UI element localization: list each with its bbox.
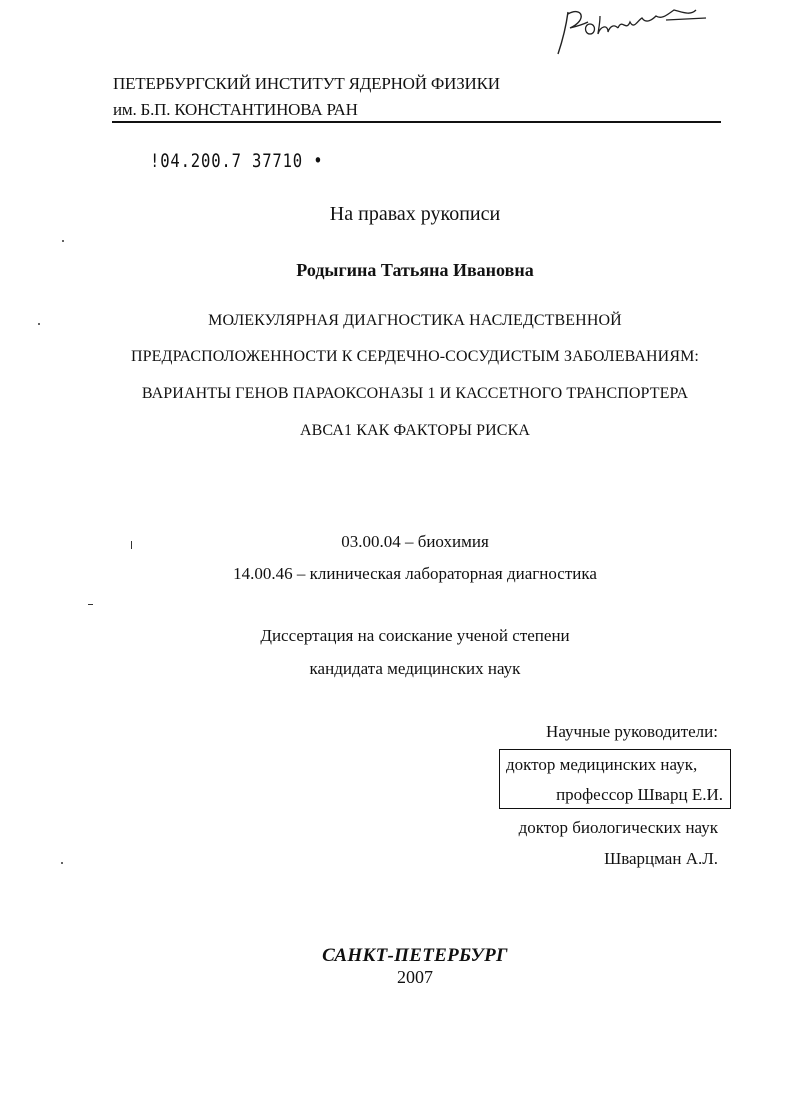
- scan-speck: [61, 862, 63, 864]
- specialty-code: 14.00.46 – клиническая лабораторная диагностика: [233, 564, 597, 583]
- supervisors-heading: Научные руководители:: [546, 722, 718, 741]
- city: САНКТ-ПЕТЕРБУРГ: [322, 945, 508, 966]
- degree-statement: кандидата медицинских наук: [309, 659, 521, 678]
- degree-statement: Диссертация на соискание ученой степени: [260, 626, 570, 645]
- thesis-title-line: АВСА1 КАК ФАКТОРЫ РИСКА: [299, 422, 531, 439]
- catalog-stamp-code: !04.200.7 37710 •: [150, 150, 324, 172]
- year: 2007: [397, 967, 433, 987]
- rights-note: На правах рукописи: [329, 203, 501, 225]
- specialty-code: 03.00.04 – биохимия: [341, 532, 489, 551]
- scan-speck: [62, 240, 64, 242]
- supervisor-degree: доктор медицинских наук,: [506, 755, 698, 774]
- scan-speck: [88, 604, 93, 605]
- supervisor-name: Шварцман А.Л.: [604, 849, 718, 868]
- scan-speck: [131, 541, 132, 549]
- supervisor-degree: доктор биологических наук: [518, 818, 718, 837]
- scan-speck: [38, 323, 40, 325]
- supervisor-name: профессор Шварц Е.И.: [556, 785, 723, 804]
- thesis-title-line: МОЛЕКУЛЯРНАЯ ДИАГНОСТИКА НАСЛЕДСТВЕННОЙ: [208, 312, 622, 329]
- handwritten-signature: [548, 2, 708, 60]
- thesis-title-line: ВАРИАНТЫ ГЕНОВ ПАРАОКСОНАЗЫ 1 И КАССЕТНОГО ТРАНСПОРТЕРА: [141, 385, 689, 402]
- thesis-title-line: ПРЕДРАСПОЛОЖЕННОСТИ К СЕРДЕЧНО-СОСУДИСТЫМ ЗАБОЛЕВАНИЯМ:: [131, 348, 699, 365]
- institute-name: ПЕТЕРБУРГСКИЙ ИНСТИТУТ ЯДЕРНОЙ ФИЗИКИ: [113, 74, 500, 93]
- author-name: Родыгина Татьяна Ивановна: [296, 260, 534, 280]
- institute-name-continued: им. Б.П. КОНСТАНТИНОВА РАН: [113, 100, 358, 119]
- header-divider: [112, 121, 721, 123]
